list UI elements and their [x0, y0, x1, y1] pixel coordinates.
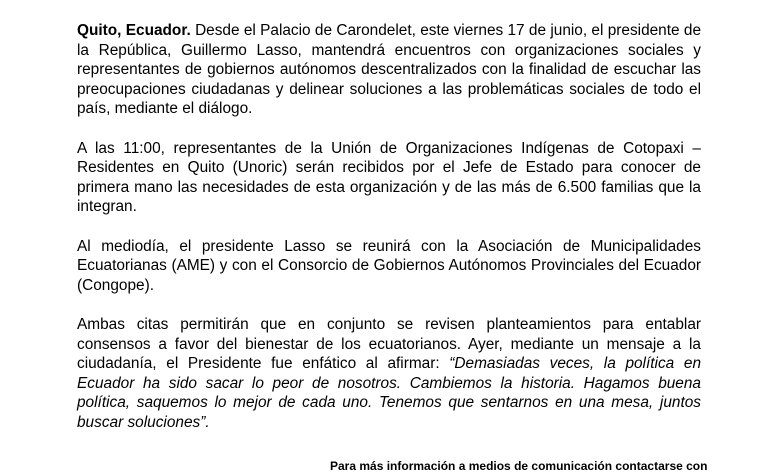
- paragraph-intro-text: Desde el Palacio de Carondelet, este viernes 17 de junio, el presidente de la República, Guillermo Lasso, mantendrá encuentros con organizaciones sociales y representantes de gobiernos autónomos descentralizados con la finalidad de escuchar las preocupaciones ciudadanas y delinear soluciones a las problemáticas sociales de todo el país, mediante el diálogo.: [77, 22, 701, 118]
- president-quote: “Demasiadas veces, la política en Ecuador ha sido sacar lo peor de nosotros. Cambiemos la historia. Hagamos buena política, saquemos lo mejor de cada uno. Tenemos que sentarnos en una mesa, juntos buscar soluciones”.: [77, 355, 701, 431]
- paragraph-quote: [77, 315, 701, 433]
- dateline: Quito, Ecuador.: [77, 22, 191, 39]
- press-release-body: [77, 21, 701, 452]
- paragraph-unoric: [77, 139, 701, 217]
- paragraph-ame: [77, 237, 701, 296]
- paragraph-ame-text: Al mediodía, el presidente Lasso se reunirá con la Asociación de Municipalidades Ecuatorianas (AME) y con el Consorcio de Gobiernos Autónomos Provinciales del Ecuador (Congope).: [77, 237, 701, 294]
- paragraph-quote-text: Ambas citas permitirán que en conjunto se revisen planteamientos para entablar consensos a favor del bienestar de los ecuatorianos. Ayer, mediante un mensaje a la ciudadanía, el Presidente fue enfático al afirmar:: [77, 315, 701, 373]
- paragraph-unoric-text: A las 11:00, representantes de la Unión de Organizaciones Indígenas de Cotopaxi – Residentes en Quito (Unoric) serán recibidos por el Jefe de Estado para conocer de primera mano las necesidades de esta organización y de las más de 6.500 familias que la integran.: [77, 139, 701, 216]
- paragraph-intro: [77, 21, 701, 119]
- media-contact-note: Para más información a medios de comunicación contactarse con: [330, 459, 708, 473]
